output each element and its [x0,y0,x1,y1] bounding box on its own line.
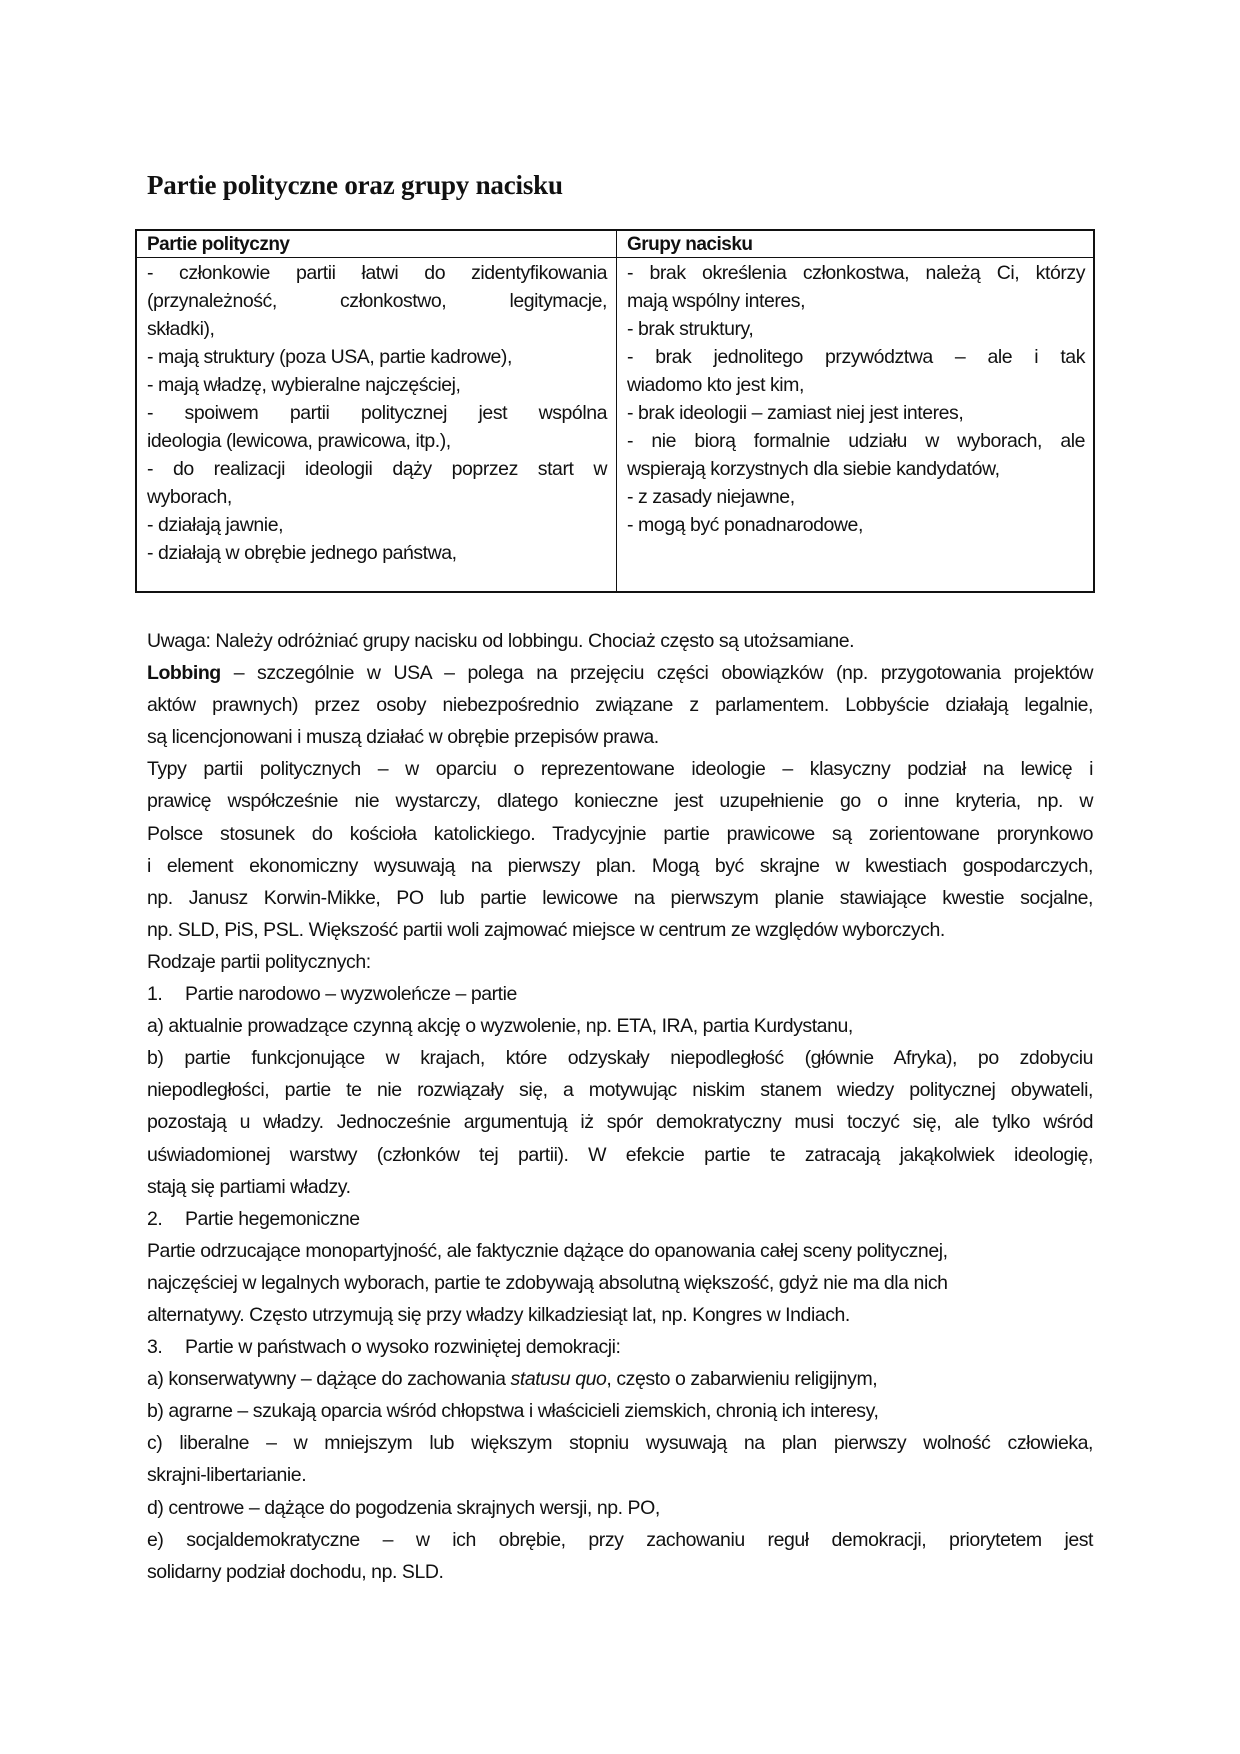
text-segment: - brak jednolitego przywództwa – ale i tak [627,346,1085,368]
text-segment: e) socjaldemokratyczne – w ich obrębie, przy zachowaniu reguł demokracji, priorytetem jest [147,1528,1093,1551]
text-segment: (przynależność, członkostwo, legitymacje, [147,290,607,312]
text-line [147,978,1093,1010]
table-column-divider [616,231,617,591]
text-segment: - spoiwem partii politycznej jest wspólna [147,402,607,424]
text-line [147,1203,1093,1235]
text-segment: skrajni-libertarianie. [147,1464,307,1487]
text-segment: np. Janusz Korwin-Mikke, PO lub partie lewicowe na pierwszym planie stawiające kwestie socjalne, [147,886,1093,909]
text-segment: stają się partiami władzy. [147,1175,351,1198]
comparison-table [135,229,1095,593]
text-segment: Partie hegemoniczne [185,1207,360,1230]
text-line [147,1459,1093,1491]
text-segment: - brak ideologii – zamiast niej jest interes, [627,402,964,424]
text-line [147,1492,1093,1524]
text-segment: - brak struktury, [627,318,754,340]
text-line [147,1363,1093,1395]
text-line [627,315,1085,343]
text-line [147,1235,1093,1267]
text-line [147,511,607,539]
text-segment: - działają w obrębie jednego państwa, [147,542,457,564]
text-segment: uświadomionej warstwy (członków tej partii). W efekcie partie te zatracają jakąkolwiek ideologię, [147,1143,1093,1166]
text-segment: a) konserwatywny – dążące do zachowania [147,1368,511,1391]
text-segment: ideologia (lewicowa, prawicowa, itp.), [147,430,451,452]
list-number: 3. [147,1336,163,1359]
text-segment: np. SLD, PiS, PSL. Większość partii woli zajmować miejsce w centrum ze względów wyborczych. [147,918,945,941]
text-segment: b) partie funkcjonujące w krajach, które odzyskały niepodległość (głównie Afryka), po zdobyciu [147,1047,1093,1070]
text-segment: - działają jawnie, [147,514,284,536]
text-line [627,343,1085,371]
text-segment: Partie narodowo – wyzwoleńcze – partie [185,983,517,1006]
text-line [147,1106,1093,1138]
text-line [147,427,607,455]
text-line [147,315,607,343]
text-line [147,1171,1093,1203]
text-line [147,1395,1093,1427]
text-line [147,689,1093,721]
text-line [147,850,1093,882]
text-line [147,1267,1093,1299]
text-line [627,483,1085,511]
text-line [627,511,1085,539]
text-segment: wiadomo kto jest kim, [627,374,804,396]
text-line [147,539,607,567]
text-segment: - mają władzę, wybieralne najczęściej, [147,374,461,396]
text-line [627,287,1085,315]
bold-term: Lobbing [147,662,221,685]
text-segment: mają wspólny interes, [627,290,806,312]
italic-term: statusu quo [510,1368,607,1391]
text-line [147,818,1093,850]
text-line [147,914,1093,946]
text-line [147,1524,1093,1556]
text-segment: składki), [147,318,215,340]
text-segment: pozostają u władzy. Jednocześnie argumentują iż spór demokratyczny musi toczyć się, ale tylko wśród [147,1111,1093,1134]
text-segment: , często o zabarwieniu religijnym, [606,1368,878,1391]
text-segment: aktów prawnych) przez osoby niebezpośrednio związane z parlamentem. Lobbyście działają legalnie, [147,694,1093,717]
text-line [147,455,607,483]
text-line [147,882,1093,914]
column-grupy-nacisku [627,259,1085,539]
text-segment: Polsce stosunek do kościoła katolickiego. Tradycyjnie partie prawicowe są zorientowane prorynkowo [147,822,1093,845]
text-segment: d) centrowe – dążące do pogodzenia skrajnych wersji, np. PO, [147,1496,660,1519]
text-segment: – szczególnie w USA – polega na przejęciu części obowiązków (np. przygotowania projektów [220,662,1093,685]
text-line [147,721,1093,753]
text-line [147,1331,1093,1363]
text-segment: - z zasady niejawne, [627,486,795,508]
text-line [147,343,607,371]
text-segment: alternatywy. Często utrzymują się przy władzy kilkadziesiąt lat, np. Kongres w Indiach. [147,1303,850,1326]
text-segment: - mają struktury (poza USA, partie kadrowe), [147,346,512,368]
text-segment: najczęściej w legalnych wyborach, partie te zdobywają absolutną większość, gdyż nie ma dla nich [147,1271,948,1294]
text-segment: Rodzaje partii politycznych: [147,950,371,973]
text-segment: - brak określenia członkostwa, należą Ci, którzy [627,262,1085,284]
text-segment: Partie w państwach o wysoko rozwiniętej demokracji: [185,1336,621,1359]
text-segment: i element ekonomiczny wysuwają na pierwszy plan. Mogą być skrajne w kwestiach gospodarczych, [147,854,1093,877]
text-line [627,259,1085,287]
text-segment: Typy partii politycznych – w oparciu o reprezentowane ideologie – klasyczny podział na lewicę i [147,758,1093,781]
text-line [147,625,1093,657]
text-line [147,1556,1093,1588]
text-segment: b) agrarne – szukają oparcia wśród chłopstwa i właścicieli ziemskich, chronią ich interesy, [147,1400,879,1423]
text-segment: - do realizacji ideologii dąży poprzez start w [147,458,607,480]
text-line [147,259,607,287]
list-number: 2. [147,1207,163,1230]
text-line [147,483,607,511]
text-segment: są licencjonowani i muszą działać w obrębie przepisów prawa. [147,726,659,749]
text-segment: niepodległości, partie te nie rozwiązały się, a motywując niskim stanem wiedzy politycznej obywateli, [147,1079,1093,1102]
text-line [147,371,607,399]
text-line [147,657,1093,689]
text-line [147,1427,1093,1459]
text-segment: prawicę współcześnie nie wystarczy, dlatego konieczne jest uzupełnienie go o inne kryteria, np. w [147,790,1093,813]
document-body [147,625,1093,1588]
text-segment: wspierają korzystnych dla siebie kandydatów, [627,458,1000,480]
list-number: 1. [147,983,163,1006]
text-segment: solidarny podział dochodu, np. SLD. [147,1560,444,1583]
header-partie-polityczne: Partie polityczny [147,234,290,255]
text-segment: c) liberalne – w mniejszym lub większym stopniu wysuwają na plan pierwszy wolność człowieka, [147,1432,1093,1455]
text-line [627,399,1085,427]
document-title: Partie polityczne oraz grupy nacisku [147,170,563,200]
header-grupy-nacisku: Grupy nacisku [627,234,753,255]
column-partie-polityczne [147,259,607,567]
text-segment: Partie odrzucające monopartyjność, ale faktycznie dążące do opanowania całej sceny politycznej, [147,1239,948,1262]
text-line [147,753,1093,785]
text-line [147,1010,1093,1042]
text-segment: wyborach, [147,486,232,508]
text-line [147,946,1093,978]
text-line [147,1139,1093,1171]
text-line [627,455,1085,483]
text-segment: a) aktualnie prowadzące czynną akcję o wyzwolenie, np. ETA, IRA, partia Kurdystanu, [147,1015,853,1038]
text-segment: - członkowie partii łatwi do zidentyfikowania [147,262,607,284]
text-line [147,287,607,315]
text-line [147,1074,1093,1106]
text-line [147,785,1093,817]
text-segment: - mogą być ponadnarodowe, [627,514,863,536]
text-line [147,1042,1093,1074]
text-segment: - nie biorą formalnie udziału w wyborach, ale [627,430,1085,452]
text-line [627,371,1085,399]
text-line [627,427,1085,455]
text-segment: Uwaga: Należy odróżniać grupy nacisku od lobbingu. Chociaż często są utożsamiane. [147,630,855,652]
text-line [147,399,607,427]
text-line [147,1299,1093,1331]
